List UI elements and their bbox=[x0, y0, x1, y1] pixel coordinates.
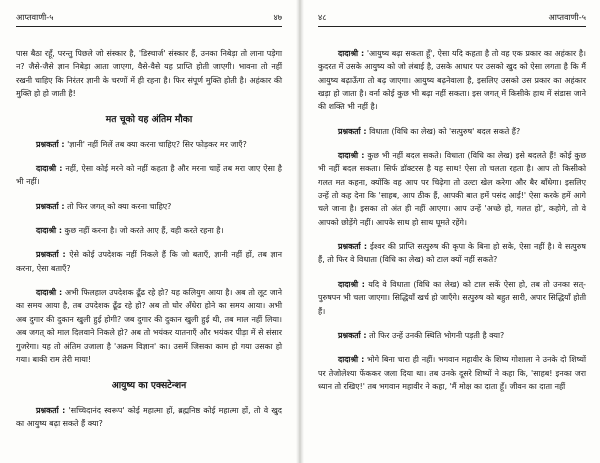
book-gutter bbox=[296, 0, 304, 463]
paragraph-text: ऐसे कोई उपदेशक नहीं निकले हैं कि जो बताएँ, ज्ञानी नहीं हों, तब ज्ञान करना, ऐसा बताएँ? bbox=[16, 250, 283, 273]
paragraph-text: 'ज्ञानी' नहीं मिलें तब क्या करना चाहिए? सिर फोड़कर मर जाएँ? bbox=[67, 139, 247, 149]
right-page-header bbox=[318, 12, 586, 27]
paragraph-text: विधाता (विधि का लेख) को 'सत्पुरुष' बदल सकते हैं? bbox=[369, 126, 521, 136]
speaker-label: दादाश्री : bbox=[36, 226, 63, 236]
speaker-label: प्रश्नकर्ता : bbox=[338, 242, 368, 252]
speaker-label: दादाश्री : bbox=[36, 288, 63, 298]
speaker-label: प्रश्नकर्ता : bbox=[36, 250, 66, 260]
paragraph bbox=[318, 240, 586, 267]
left-page-body bbox=[16, 47, 282, 430]
paragraph-text: नहीं, ऐसा कोई मरने को नहीं कहता है और मरना चाहें तब मरा जाए ऐसा है भी नहीं। bbox=[16, 164, 282, 187]
speaker-label: दादाश्री : bbox=[36, 164, 63, 174]
paragraph-text: अभी फिलहाल उपदेशक ढूँढ रहे हो? यह कलियुग आया है। अब तो लूट जाने का समय आया है, तब उपदेशक ढूँढ रहे हो? अब तो घोर अँधेरा होने का समय आया। अभी अब दुगार की दुकान खुली हुई होगी? जब दुगार की दुकान खुली हुई थी, तब माल नहीं लिया। अब जगत् को माल दिलवाने निकले हो? अब तो भयंकर यातनाएँ और भयंकर पीड़ा में से संसार गुजरेगा। यह तो अंतिम उजाला है 'अक्रम विज्ञान' का। उसमें जिसका काम हो गया उसका हो गया। बाकी राम तेरी माया! bbox=[16, 288, 282, 364]
left-page-header bbox=[16, 12, 282, 27]
paragraph bbox=[16, 138, 282, 151]
paragraph-text: 'सच्चिदानंद स्वरूप' कोई महात्मा हों, ब्रह्मनिष्ठ कोई महात्मा हों, तो वे खुद का आयुष्य बढ़ा सकते हैं क्या? bbox=[16, 405, 282, 428]
paragraph bbox=[16, 248, 282, 275]
speaker-label: दादाश्री : bbox=[338, 49, 365, 58]
speaker-label: प्रश्नकर्ता : bbox=[36, 201, 65, 211]
section-heading: आयुष्य का एक्सटेन्शन bbox=[111, 380, 187, 392]
paragraph bbox=[318, 353, 586, 393]
paragraph bbox=[318, 125, 586, 138]
paragraph-text: कुछ भी नहीं बदल सकते। विधाता (विधि का लेख) इसे बदलते हैं! कोई कुछ भी नहीं बदल सकता। सिर्फ डॉक्टरस है यह साथ! ऐसा तो चलता रहता है। आप तो किसीको गलत मत कहना, क्योंकि वह आप पर चिढ़ेगा तो उल्टा खेल करेगा और बैर बाँधेगा। इसलिए उन्हें तो कह देना कि 'साहब, आप ठीक हैं, आपकी बात हमें पसंद आई!' ऐसा करके हमें आगे चले जाना है। इसका तो अंत ही नहीं आएगा। आप उन्हें 'अच्छे हो, गलत हो', कहोगे, तो वे आपको छोड़ेंगे नहीं। आपके साथ हो साथ घूमते रहेंगे। bbox=[318, 151, 586, 227]
speaker-label: प्रश्नकर्ता : bbox=[36, 139, 65, 149]
paragraph-text: तो फिर उन्हें उनकी स्थिति भोगनी पड़ती है क्या? bbox=[369, 330, 505, 340]
right-page-number: ४८ bbox=[318, 12, 327, 22]
paragraph bbox=[318, 149, 586, 229]
paragraph-text: यदि वे विधाता (विधि का लेख) को टाल सकें ऐसा हो, तब तो उनका सत्-पुरुषपन भी चला जाएगा। सिद्धियाँ खर्च हो जाएँगे। सत्पुरुष को बहुत सारी, अपार सिद्धियाँ होती हैं। bbox=[318, 279, 586, 316]
paragraph bbox=[16, 404, 282, 431]
paragraph-text: कुछ नहीं करना है। जो करते आए हैं, वही करते रहना है। bbox=[64, 226, 224, 236]
speaker-label: प्रश्नकर्ता : bbox=[338, 330, 367, 340]
speaker-label: प्रश्नकर्ता : bbox=[338, 126, 367, 136]
section-heading: मत चूको यह अंतिम मौका bbox=[105, 114, 193, 126]
paragraph bbox=[16, 162, 282, 189]
paragraph-text: 'आयुष्य बढ़ा सकता हूँ', ऐसा यदि कहता है तो वह एक प्रकार का अहंकार है। कुदरत में उसके आयुष्य को जो लंबाई है, उसके आधार पर उसको खुद को ऐसा लगता है कि मैं आयुष्य बढ़ाऊँगा तो बढ़ जाएगा। आयुष्य बढ़नेवाला है, इसलिए उसको उस प्रकार का अहंकार खड़ा हो जाता है। वर्ना कोई कुछ भी बढ़ा नहीं सकता। इस जगत् में किसीके हाथ में संडास जाने की शक्ति भी नहीं है। bbox=[318, 49, 586, 112]
left-running-title: आप्तवाणी-५ bbox=[16, 12, 54, 22]
paragraph-text: तो फिर जगत् को क्या करना चाहिए? bbox=[67, 201, 172, 211]
speaker-label: प्रश्नकर्ता : bbox=[36, 405, 66, 415]
paragraph bbox=[16, 47, 282, 100]
paragraph bbox=[318, 47, 586, 114]
speaker-label: दादाश्री : bbox=[338, 355, 365, 365]
right-running-title: आप्तवाणी-५ bbox=[548, 12, 586, 22]
speaker-label: दादाश्री : bbox=[338, 279, 365, 289]
right-page bbox=[300, 0, 600, 463]
paragraph-text: ईश्वर की प्राप्ति सत्पुरुष की कृपा के बिना हो सके, ऐसा नहीं है। वे सत्पुरुष हैं, तो फिर वे विधाता (विधि का लेख) को टाल क्यों नहीं सकते? bbox=[318, 242, 586, 265]
paragraph bbox=[318, 329, 586, 342]
paragraph bbox=[16, 200, 282, 213]
left-page-number: ४७ bbox=[273, 12, 282, 22]
paragraph bbox=[16, 224, 282, 237]
right-page-body bbox=[318, 47, 586, 393]
paragraph bbox=[318, 278, 586, 318]
paragraph-text: भोगे बिना चारा ही नहीं। भगवान महावीर के शिष्य गोशाला ने उनके दो शिष्यों पर तेजोलेश्या फेंककर जला दिया था। तब उनके दूसरे शिष्यों ने कहा कि, 'साहब! इनका जरा ध्यान तो रखिए!' तब भगवान महावीर ने कहा, 'मैं मोक्ष का दाता हूँ। जीवन का दाता नहीं bbox=[318, 355, 586, 391]
paragraph bbox=[16, 286, 282, 366]
speaker-label: दादाश्री : bbox=[338, 151, 365, 161]
paragraph-text: पास बैठा रहूँ, परन्तु पिछले जो संस्कार है, 'डिस्चार्ज' संस्कार हैं, उनका निबेड़ा तो लाना पड़ेगा न? जैसे-जैसे ज्ञान निबेड़ा आता जाएगा, वैसे-वैसे यह प्राप्ति होती जाएगी। भावना तो नहीं रखनी चाहिए कि निरंतर ज्ञानी के चरणों में ही रहना है। फिर संपूर्ण मुक्ति होती है। अहंकार की मुक्ति हो हो जाती है! bbox=[16, 49, 282, 99]
